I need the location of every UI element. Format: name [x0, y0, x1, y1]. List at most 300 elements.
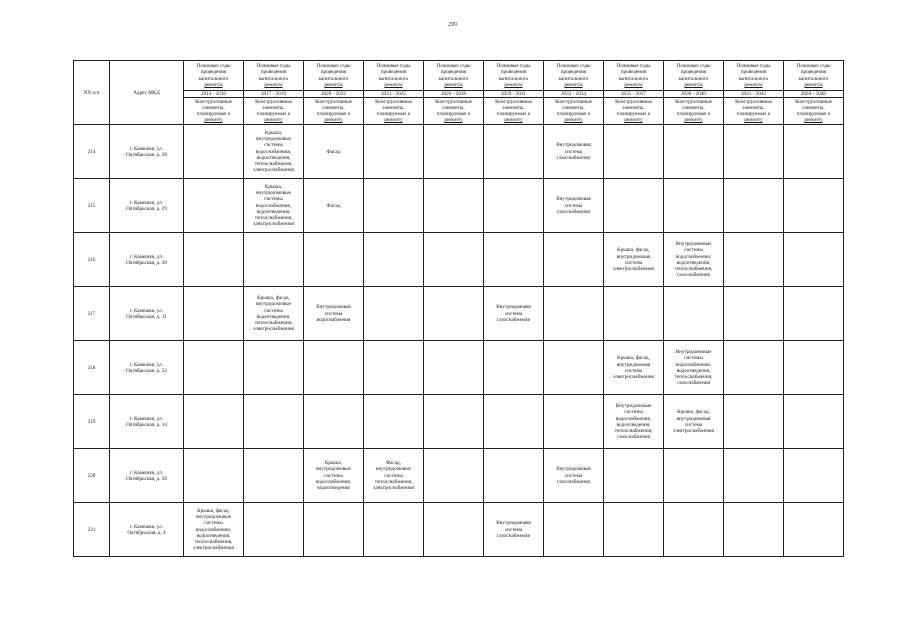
row-address — [110, 395, 184, 449]
header-elements-label-line: планируемые к — [556, 111, 591, 118]
header-years-label — [604, 61, 664, 91]
repair-elements-line: теплоснабжения, — [254, 319, 293, 326]
header-years-label-line: капитального — [798, 75, 829, 82]
repair-elements-line: система — [564, 148, 583, 155]
header-elements-label-line: элементы, — [202, 105, 225, 111]
repair-elements-line: электроснабжения — [373, 485, 414, 491]
header-elements-label-line: планируемые к — [316, 111, 351, 118]
repair-elements-cell — [664, 341, 724, 395]
header-years-label-line: Плановые годы — [316, 63, 351, 70]
repair-elements-cell — [604, 449, 664, 503]
repair-elements-line: внутридомовые — [256, 136, 291, 143]
repair-elements-cell — [784, 341, 844, 395]
header-years-label-line: капитального — [258, 75, 289, 82]
repair-elements-line: система — [564, 472, 583, 479]
repair-elements-line: электроснабжения — [253, 326, 294, 333]
repair-elements-cell — [304, 233, 364, 287]
repair-elements-line: системы — [264, 307, 283, 314]
repair-elements-line: Внутридомовые — [615, 403, 652, 410]
header-elements-label-line: ремонту — [384, 117, 403, 124]
repair-elements-line: Крыша, фасад, — [257, 295, 290, 302]
header-years-label-line: проведения — [560, 69, 587, 76]
repair-elements-cell — [664, 395, 724, 449]
repair-elements-cell — [364, 503, 424, 557]
header-years-label-line: капитального — [558, 75, 589, 82]
repair-elements-cell — [304, 341, 364, 395]
repair-elements-cell — [604, 341, 664, 395]
repair-elements-cell — [544, 125, 604, 179]
repair-elements-cell — [724, 503, 784, 557]
header-years-label — [544, 61, 604, 91]
header-period: 2014 - 2016 — [184, 91, 244, 98]
header-elements-label-line: Конструктивные — [495, 98, 532, 105]
row-address — [110, 233, 184, 287]
repair-elements-line: газоснабжения — [557, 478, 590, 485]
table-row — [74, 233, 844, 287]
header-elements-label-line: ремонту — [804, 117, 823, 124]
repair-elements-line: Фасад, — [385, 460, 401, 467]
repair-elements-line: Внутридомовая — [496, 304, 531, 311]
header-elements-label-line: планируемые к — [436, 111, 471, 118]
row-address-line: Октябрьская, д. 31 — [126, 313, 167, 320]
repair-elements-cell — [244, 449, 304, 503]
repair-elements-line: внутридомовые — [316, 466, 351, 473]
page-number: 299 — [448, 22, 457, 28]
repair-elements-cell — [364, 341, 424, 395]
row-number: 220 — [74, 449, 110, 503]
header-elements-label-line: Конструктивные — [675, 98, 712, 105]
repair-elements-line: Внутридомовые — [675, 349, 712, 356]
repair-elements-cell — [664, 179, 724, 233]
header-elements-label-line: элементы, — [622, 105, 645, 111]
header-period: 2041 - 2043 — [724, 91, 784, 98]
repair-elements-cell — [724, 125, 784, 179]
repair-elements-line: водоотведения, — [256, 208, 291, 215]
repair-elements-cell — [424, 233, 484, 287]
repair-elements-cell — [364, 179, 424, 233]
repair-elements-line: водоснабжения, — [675, 253, 712, 260]
repair-elements-cell — [244, 179, 304, 233]
repair-elements-line: теплоснабжения, — [254, 161, 293, 167]
repair-elements-cell — [724, 341, 784, 395]
repair-elements-line: Внутридомовая — [316, 304, 351, 311]
header-elements-label-line: планируемые к — [676, 111, 711, 118]
header-years-label-line: проведения — [320, 69, 347, 76]
row-address-line: г. Камешкя, ул. — [129, 523, 164, 530]
repair-elements-line: Крыша, — [324, 460, 343, 467]
repair-elements-cell — [664, 233, 724, 287]
repair-elements-line: система — [504, 310, 523, 317]
table-row — [74, 395, 844, 449]
repair-elements-cell — [544, 449, 604, 503]
table-row — [74, 503, 844, 557]
header-period: 2023 - 2025 — [364, 91, 424, 98]
header-years-label-line: Плановые годы — [736, 63, 771, 70]
row-number: 215 — [74, 179, 110, 233]
repair-elements-cell — [424, 179, 484, 233]
repair-elements-cell — [244, 395, 304, 449]
repair-elements-cell — [544, 341, 604, 395]
repair-elements-line: системы — [264, 142, 283, 149]
repair-elements-line: теплоснабжения, — [614, 427, 653, 434]
repair-elements-line: Крыша, фасад, — [617, 247, 650, 254]
repair-elements-cell — [664, 125, 724, 179]
header-elements-label-line: ремонту — [444, 117, 463, 124]
repair-elements-line: газоснабжения — [677, 272, 710, 279]
repair-elements-cell — [424, 341, 484, 395]
repair-elements-cell — [604, 503, 664, 557]
repair-elements-line: водоснабжения, — [615, 415, 652, 422]
repair-elements-cell — [664, 503, 724, 557]
header-years-label-line: Плановые годы — [436, 63, 471, 70]
header-elements-label-line: планируемые к — [376, 111, 411, 118]
repair-elements-cell — [784, 179, 844, 233]
header-period: 2029 - 2031 — [484, 91, 544, 98]
row-address-line: г. Камешкя, ул. — [129, 361, 164, 368]
repair-elements-line: Внутридомовая — [556, 196, 591, 203]
repair-elements-line: теплоснабжения, — [374, 478, 413, 485]
repair-elements-cell — [244, 503, 304, 557]
repair-elements-line: газоснабжения — [557, 154, 590, 161]
repair-elements-cell — [364, 449, 424, 503]
header-years-label-line: капитального — [438, 75, 469, 82]
header-period: 2017 - 2019 — [244, 91, 304, 98]
header-years-label-line: ремонта — [564, 81, 583, 88]
repair-elements-cell — [364, 125, 424, 179]
header-period: 2020 - 2022 — [304, 91, 364, 98]
repair-elements-line: газоснабжения — [677, 380, 710, 387]
header-elements-label-line: Конструктивные — [555, 98, 592, 105]
repair-elements-cell — [364, 395, 424, 449]
repair-elements-line: Фасад — [326, 148, 341, 155]
header-elements-label-line: элементы, — [802, 105, 825, 111]
repair-elements-cell — [424, 503, 484, 557]
repair-elements-line: система — [624, 367, 643, 374]
header-period: 2038 - 2040 — [664, 91, 724, 98]
header-years-label-line: капитального — [378, 75, 409, 82]
header-years-label-line: проведения — [380, 69, 407, 76]
header-elements-label — [244, 98, 304, 125]
header-elements-label — [304, 98, 364, 125]
repair-elements-line: теплоснабжения, — [674, 265, 713, 272]
repair-elements-line: внутридомовые — [256, 301, 291, 308]
table-row — [74, 449, 844, 503]
repair-elements-line: водоснабжения, — [255, 202, 292, 209]
repair-elements-line: Крыша, фасад, — [677, 409, 710, 416]
header-elements-label-line: элементы, — [322, 105, 345, 111]
row-address-line: Октябрьская, д. 36 — [126, 475, 167, 482]
repair-elements-line: водоотведения, — [676, 259, 711, 266]
header-years-label — [724, 61, 784, 91]
header-elements-label-line: элементы, — [262, 105, 285, 111]
repair-elements-cell — [184, 179, 244, 233]
repair-elements-line: водоснабжения, — [195, 526, 232, 533]
header-period: 2026 - 2028 — [424, 91, 484, 98]
row-address-line: Октябрьская, д. 30 — [126, 259, 167, 266]
repair-elements-cell — [184, 449, 244, 503]
header-elements-label — [424, 98, 484, 125]
row-address-line: г. Камешкя, ул. — [129, 307, 164, 314]
header-elements-label-line: планируемые к — [796, 111, 831, 118]
header-years-label-line: ремонта — [444, 81, 463, 88]
row-number: 216 — [74, 233, 110, 287]
repair-elements-line: Внутридомовая — [556, 466, 591, 473]
header-years-label — [304, 61, 364, 91]
row-address-line: Октябрьская, д. 32 — [126, 367, 167, 374]
repair-elements-line: водоотведения — [317, 485, 350, 491]
header-elements-label-line: Конструктивные — [195, 98, 232, 105]
repair-elements-line: электроснабжения — [613, 265, 654, 272]
repair-elements-cell — [724, 179, 784, 233]
row-number: 214 — [74, 125, 110, 179]
repair-elements-line: внутридомовые — [376, 466, 411, 473]
repair-elements-cell — [244, 125, 304, 179]
repair-elements-line: система — [324, 310, 343, 317]
repair-elements-cell — [724, 449, 784, 503]
header-elements-label-line: Конструктивные — [435, 98, 472, 105]
repair-elements-line: Крыша, — [264, 183, 283, 190]
repair-elements-cell — [304, 449, 364, 503]
header-years-label — [484, 61, 544, 91]
row-address-line: г. Камешкя, ул. — [129, 415, 164, 422]
header-elements-label — [604, 98, 664, 125]
repair-elements-line: электроснабжения — [613, 373, 654, 380]
row-number: 218 — [74, 341, 110, 395]
repair-elements-line: системы — [384, 472, 403, 479]
repair-elements-cell — [184, 287, 244, 341]
repair-elements-cell — [784, 395, 844, 449]
repair-elements-line: электроснабжения — [193, 545, 234, 552]
header-years-label-line: Плановые годы — [196, 63, 231, 70]
repair-elements-cell — [364, 233, 424, 287]
repair-elements-cell — [604, 287, 664, 341]
repair-elements-cell — [724, 287, 784, 341]
header-years-label-line: ремонта — [324, 81, 343, 88]
repair-elements-cell — [304, 287, 364, 341]
repair-elements-cell — [424, 125, 484, 179]
repair-elements-cell — [184, 233, 244, 287]
header-years-label-line: проведения — [680, 69, 707, 76]
repair-elements-cell — [484, 449, 544, 503]
repair-elements-line: Фасад — [326, 202, 341, 209]
header-elements-label — [784, 98, 844, 125]
repair-elements-cell — [184, 395, 244, 449]
repair-elements-cell — [784, 233, 844, 287]
repair-elements-line: водоотведения, — [196, 532, 231, 539]
row-address-line: г. Камешкя, ул. — [129, 199, 164, 206]
header-elements-label-line: планируемые к — [616, 111, 651, 118]
repair-elements-cell — [604, 233, 664, 287]
header-elements-label-line: ремонту — [324, 117, 343, 124]
header-years-label-line: капитального — [318, 75, 349, 82]
header-elements-label-line: ремонту — [624, 117, 643, 124]
repair-elements-cell — [484, 179, 544, 233]
repair-elements-line: внутридомовая — [616, 253, 651, 260]
header-period: 2044 - 2046 — [784, 91, 844, 98]
row-address — [110, 449, 184, 503]
header-elements-label-line: элементы, — [382, 105, 405, 111]
repair-elements-line: теплоснабжения, — [194, 539, 233, 545]
repair-elements-cell — [484, 233, 544, 287]
header-years-label-line: ремонта — [744, 81, 763, 88]
repair-elements-cell — [784, 287, 844, 341]
header-years-label-line: капитального — [678, 75, 709, 82]
header-years-label-line: проведения — [200, 69, 227, 76]
header-years-label-line: капитального — [618, 75, 649, 82]
header-years-label-line: ремонта — [804, 81, 823, 88]
header-years-label — [184, 61, 244, 91]
repair-elements-line: система — [624, 259, 643, 266]
row-address-line: Октябрьская, д. 34 — [126, 421, 167, 428]
header-years-label — [664, 61, 724, 91]
header-elements-label-line: ремонту — [504, 117, 523, 124]
row-address — [110, 125, 184, 179]
repair-elements-line: электроснабжения — [673, 427, 714, 434]
header-elements-label-line: ремонту — [564, 117, 583, 124]
header-elements-label-line: ремонту — [684, 117, 703, 124]
repair-elements-line: системы — [264, 196, 283, 203]
header-years-label-line: проведения — [440, 69, 467, 76]
repair-elements-line: внутридомовая — [676, 415, 711, 422]
header-elements-label-line: планируемые к — [196, 111, 231, 118]
header-years-label-line: капитального — [498, 75, 529, 82]
repair-elements-line: газоснабжения — [497, 316, 530, 323]
header-elements-label-line: элементы, — [682, 105, 705, 111]
header-elements-label-line: планируемые к — [736, 111, 771, 118]
repair-elements-line: теплоснабжения, — [254, 215, 293, 221]
header-years-label-line: капитального — [198, 75, 229, 82]
header-elements-label-line: Конструктивные — [795, 98, 832, 105]
repair-elements-cell — [544, 503, 604, 557]
repair-elements-line: Крыша, фасад, — [197, 507, 230, 514]
row-address — [110, 179, 184, 233]
repair-elements-line: водоотведения, — [256, 154, 291, 161]
header-elements-label-line: Конструктивные — [315, 98, 352, 105]
repair-elements-line: Внутридомовая — [496, 520, 531, 527]
repair-elements-line: системы — [684, 247, 703, 254]
header-elements-label — [544, 98, 604, 125]
repair-elements-cell — [364, 287, 424, 341]
header-elements-label — [724, 98, 784, 125]
repair-elements-line: газоснабжения — [617, 434, 650, 441]
repair-elements-cell — [484, 341, 544, 395]
repair-elements-cell — [244, 341, 304, 395]
header-years-label-line: ремонта — [204, 81, 223, 88]
repair-elements-cell — [664, 449, 724, 503]
repair-elements-line: теплоснабжения, — [674, 373, 713, 380]
repair-elements-line: водоснабжения — [316, 316, 351, 323]
header-years-label-line: проведения — [800, 69, 827, 76]
header-elements-label-line: элементы, — [502, 105, 525, 111]
repair-elements-line: система — [684, 421, 703, 428]
header-years-label — [364, 61, 424, 91]
repair-elements-line: водоотведения, — [676, 367, 711, 374]
header-years-label-line: капитального — [738, 75, 769, 82]
header-elements-label-line: ремонту — [204, 117, 223, 124]
header-period: 2035 - 2037 — [604, 91, 664, 98]
repair-elements-line: Внутридомовые — [675, 241, 712, 248]
header-address: Адрес МКД — [110, 61, 184, 125]
header-years-label-line: Плановые годы — [556, 63, 591, 70]
repair-elements-line: системы — [624, 409, 643, 416]
header-years-label-line: ремонта — [624, 81, 643, 88]
header-years-label-line: Плановые годы — [676, 63, 711, 70]
repair-elements-line: Крыша, фасад, — [617, 355, 650, 362]
header-elements-label-line: ремонту — [264, 117, 283, 124]
header-years-label-line: ремонта — [264, 81, 283, 88]
header-elements-label — [364, 98, 424, 125]
repair-elements-cell — [544, 287, 604, 341]
header-elements-label-line: элементы, — [442, 105, 465, 111]
repair-elements-cell — [724, 395, 784, 449]
repair-elements-cell — [304, 179, 364, 233]
repair-elements-cell — [544, 395, 604, 449]
header-years-label-line: Плановые годы — [496, 63, 531, 70]
repair-elements-cell — [544, 233, 604, 287]
repair-elements-cell — [604, 395, 664, 449]
header-years-label-line: проведения — [260, 69, 287, 76]
header-years-label — [784, 61, 844, 91]
repair-elements-line: водоснабжения, — [315, 478, 352, 485]
repair-elements-cell — [784, 449, 844, 503]
header-elements-label-line: Конструктивные — [615, 98, 652, 105]
header-elements-label-line: Конструктивные — [375, 98, 412, 105]
row-address-line: Октябрьская, д. 4 — [127, 529, 166, 536]
repair-elements-cell — [604, 179, 664, 233]
header-elements-label — [184, 98, 244, 125]
row-address-line: г. Камешкя, ул. — [129, 253, 164, 260]
repair-elements-line: внутридомовые — [256, 190, 291, 197]
repair-elements-cell — [184, 125, 244, 179]
repair-elements-cell — [244, 287, 304, 341]
repair-elements-cell — [544, 179, 604, 233]
header-elements-label-line: планируемые к — [496, 111, 531, 118]
row-number: 217 — [74, 287, 110, 341]
repair-elements-line: внутридомовая — [616, 361, 651, 368]
row-address-line: г. Камешкя, ул. — [129, 145, 164, 152]
header-elements-label-line: элементы, — [742, 105, 765, 111]
row-address-line: Октябрьская, д. 28 — [126, 151, 167, 158]
row-number: 221 — [74, 503, 110, 557]
row-address-line: Октябрьская, д. 29 — [126, 205, 167, 212]
header-years-label-line: ремонта — [384, 81, 403, 88]
header-elements-label-line: Конструктивные — [255, 98, 292, 105]
repair-elements-line: Крыша, — [264, 129, 283, 136]
capital-repair-schedule-table — [73, 60, 844, 557]
header-years-label-line: проведения — [500, 69, 527, 76]
repair-elements-cell — [724, 233, 784, 287]
header-years-label — [244, 61, 304, 91]
repair-elements-cell — [304, 503, 364, 557]
repair-elements-line: газоснабжения — [557, 208, 590, 215]
repair-elements-cell — [184, 341, 244, 395]
repair-elements-line: газоснабжения — [497, 532, 530, 539]
repair-elements-line: водоснабжения, — [255, 148, 292, 155]
repair-elements-cell — [604, 125, 664, 179]
repair-elements-cell — [784, 125, 844, 179]
repair-elements-cell — [484, 503, 544, 557]
repair-elements-cell — [484, 287, 544, 341]
row-number: 219 — [74, 395, 110, 449]
header-years-label-line: Плановые годы — [796, 63, 831, 70]
table-row — [74, 341, 844, 395]
table-row — [74, 287, 844, 341]
repair-elements-line: системы — [684, 355, 703, 362]
header-period: 2032 - 2034 — [544, 91, 604, 98]
repair-elements-cell — [184, 503, 244, 557]
repair-elements-cell — [484, 395, 544, 449]
repair-elements-cell — [424, 287, 484, 341]
